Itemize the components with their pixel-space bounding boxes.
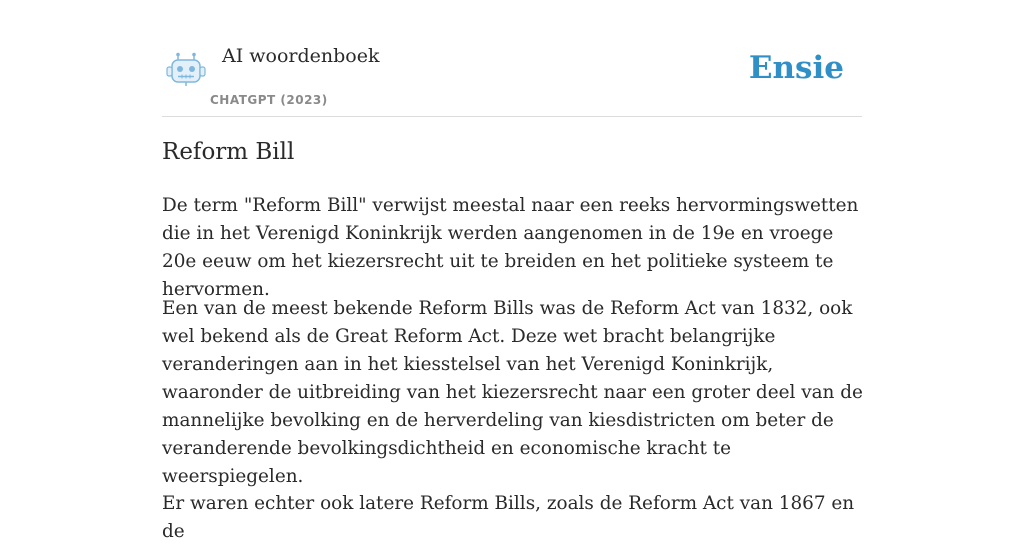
robot-icon bbox=[166, 52, 206, 88]
header bbox=[162, 40, 862, 117]
entry-paragraph-2: Een van de meest bekende Reform Bills was de Reform Act van 1832, ook wel bekend als de Great Reform Act. Deze wet bracht belangrijke veranderingen aan in het kiesstelsel van het Verenigd Koninkrijk, waaronder de uitbreiding van het kiezersrecht naar een groter deel van de mannelijke bevolking en de herverdeling van kiesdistricten om beter de veranderende bevolkingsdichtheid en economische kracht te weerspiegelen. bbox=[162, 298, 863, 487]
dictionary-title[interactable]: AI woordenboek bbox=[222, 45, 380, 67]
source-label: CHATGPT (2023) bbox=[210, 93, 328, 107]
entry-title: Reform Bill bbox=[162, 139, 295, 165]
brand-logo[interactable]: Ensie bbox=[748, 50, 844, 86]
entry-paragraph-1: De term "Reform Bill" verwijst meestal naar een reeks hervormingswetten die in het Verenigd Koninkrijk werden aangenomen in de 19e en vroege 20e eeuw om het kiezersrecht uit te breiden en het politieke systeem te hervormen. bbox=[162, 195, 859, 300]
entry-paragraph-3: Er waren echter ook latere Reform Bills, zoals de Reform Act van 1867 en de bbox=[162, 493, 855, 542]
